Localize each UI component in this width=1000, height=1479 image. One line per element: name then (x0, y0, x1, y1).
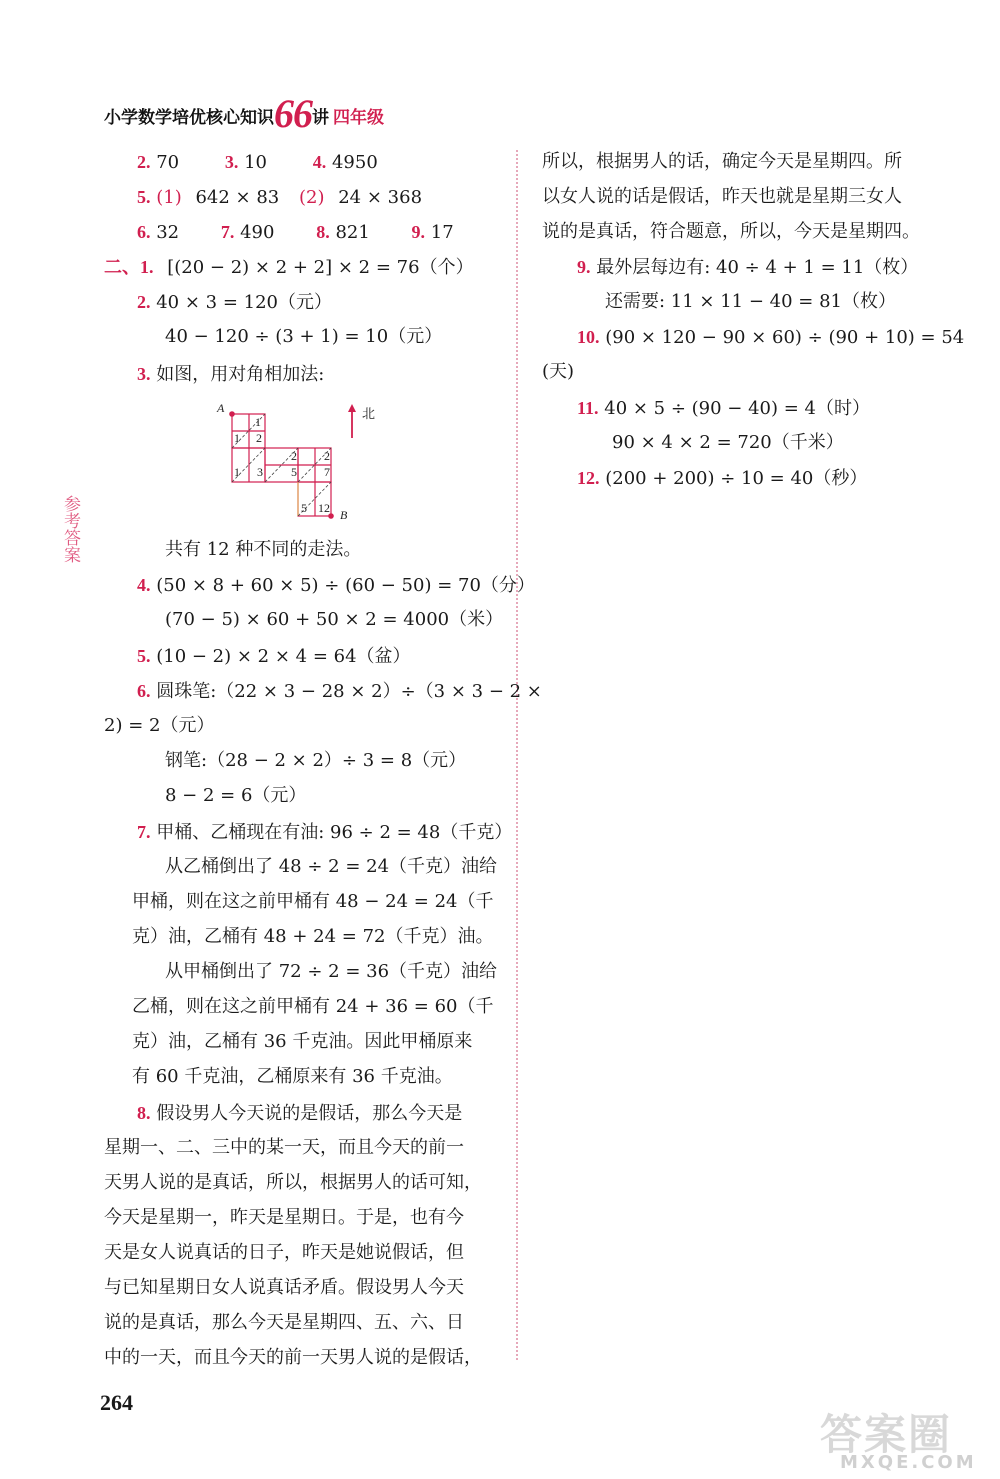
q7-line-6: 乙桶，则在这之前甲桶有 24 + 36 = 60（千 (132, 996, 494, 1017)
q7-line-3: 甲桶，则在这之前甲桶有 48 − 24 = 24（千 (132, 891, 494, 912)
q3-line-1: 3. 如图，用对角相加法: (137, 364, 325, 385)
q8-line-3: 天男人说的是真话，所以，根据男人的话可知， (104, 1172, 482, 1193)
q6-line-1: 6. 圆珠笔:（22 × 3 − 28 × 2）÷（3 × 3 − 2 × (137, 681, 542, 702)
answer-row-1: 2. 70 3. 10 4. 4950 (137, 152, 378, 173)
q8-continued-line-3: 说的是真话，符合题意，所以，今天是星期四。 (542, 221, 920, 242)
q7-line-5: 从甲桶倒出了 72 ÷ 2 = 36（千克）油给 (165, 961, 498, 982)
q12-line: 12. (200 + 200) ÷ 10 = 40（秒） (577, 468, 868, 489)
grid-count: 2 (256, 431, 262, 445)
q4-line-2: (70 − 5) × 60 + 50 × 2 = 4000（米） (165, 609, 504, 630)
q8-line-5: 天是女人说真话的日子，昨天是她说假话，但 (104, 1242, 464, 1263)
q8-line-4: 今天是星期一，昨天是星期日。于是，也有今 (104, 1207, 464, 1228)
label-b: B (340, 508, 348, 522)
answer-row-3: 6. 32 7. 490 8. 821 9. 17 (137, 222, 454, 243)
page-number: 264 (100, 1390, 133, 1415)
q8-continued-line-2: 以女人说的话是假话，昨天也就是星期三女人 (542, 186, 902, 207)
q7-line-4: 克）油，乙桶有 48 + 24 = 72（千克）油。 (132, 926, 494, 947)
header-title: 小学数学培优核心知识 (104, 108, 274, 128)
q8-continued-line-1: 所以，根据男人的话，确定今天是星期四。所 (542, 151, 902, 172)
q9-line-2: 还需要: 11 × 11 − 40 = 81（枚） (605, 291, 896, 312)
grid-count: 5 (291, 465, 297, 479)
q6-line-4: 8 − 2 = 6（元） (165, 785, 307, 806)
q7-line-2: 从乙桶倒出了 48 ÷ 2 = 24（千克）油给 (165, 856, 498, 877)
q8-line-2: 星期一、二、三中的某一天，而且今天的前一 (104, 1137, 464, 1158)
grid-count: 2 (324, 449, 330, 463)
q7-line-1: 7. 甲桶、乙桶现在有油: 96 ÷ 2 = 48（千克） (137, 822, 513, 843)
q8-line-6: 与已知星期日女人说真话矛盾。假设男人今天 (104, 1277, 464, 1298)
grid-count: 5 (301, 501, 307, 515)
grid-count: 1 (234, 465, 240, 479)
q6-line-3: 钢笔:（28 − 2 × 2）÷ 3 = 8（元） (165, 750, 467, 771)
q4-line-1: 4. (50 × 8 + 60 × 5) ÷ (60 − 50) = 70（分） (137, 575, 535, 596)
q2-line-2: 40 − 120 ÷ (3 + 1) = 10（元） (165, 326, 443, 347)
q7-line-7: 克）油，乙桶有 36 千克油。因此甲桶原来 (132, 1031, 473, 1052)
grid-count: 7 (324, 465, 330, 479)
q8-line-8: 中的一天，而且今天的前一天男人说的是假话， (104, 1347, 482, 1368)
header-suffix: 讲 (312, 108, 329, 128)
watermark-url: MXQE.COM (840, 1452, 977, 1473)
running-header (104, 90, 384, 137)
q9-line-1: 9. 最外层每边有: 40 ÷ 4 + 1 = 11（枚） (577, 257, 919, 278)
q10-line-2: (天) (542, 361, 575, 382)
grid-count: 3 (257, 465, 263, 479)
q5-line: 5. (10 − 2) × 2 × 4 = 64（盆） (137, 646, 411, 667)
watermark-logo: 答案圈 (820, 1410, 953, 1459)
grid-count: 1 (234, 431, 240, 445)
sidebar-label: 参考答案 (60, 495, 80, 563)
q11-line-2: 90 × 4 × 2 = 720（千米） (612, 432, 844, 453)
header-lecture-count: 66 (274, 91, 312, 136)
q10-line-1: 10. (90 × 120 − 90 × 60) ÷ (90 + 10) = 54 (577, 327, 965, 348)
q8-line-1: 8. 假设男人今天说的是假话，那么今天是 (137, 1103, 463, 1124)
q11-line-1: 11. 40 × 5 ÷ (90 − 40) = 4（时） (577, 398, 871, 419)
grid-count: 2 (291, 449, 297, 463)
path-grid-diagram (212, 398, 376, 528)
column-divider (516, 150, 518, 1360)
q3-conclusion: 共有 12 种不同的走法。 (165, 539, 362, 560)
q2-line-1: 2. 40 × 3 = 120（元） (137, 292, 332, 313)
section-2-q1: 二、1. [(20 − 2) × 2 + 2] × 2 = 76（个） (104, 257, 474, 278)
grid-count: 12 (318, 501, 330, 515)
q6-line-2: 2) = 2（元） (104, 715, 215, 736)
q7-line-8: 有 60 千克油，乙桶原来有 36 千克油。 (132, 1066, 453, 1087)
label-a: A (217, 401, 225, 415)
north-arrow-icon (348, 404, 356, 412)
grid-count: 1 (255, 415, 261, 429)
north-label: 北 (362, 407, 376, 422)
answer-row-2: 5. (1) 642 × 83 (2) 24 × 368 (137, 187, 423, 208)
q8-line-7: 说的是真话，那么今天是星期四、五、六、日 (104, 1312, 464, 1333)
header-grade: 四年级 (333, 108, 384, 128)
start-point-a (229, 411, 235, 417)
